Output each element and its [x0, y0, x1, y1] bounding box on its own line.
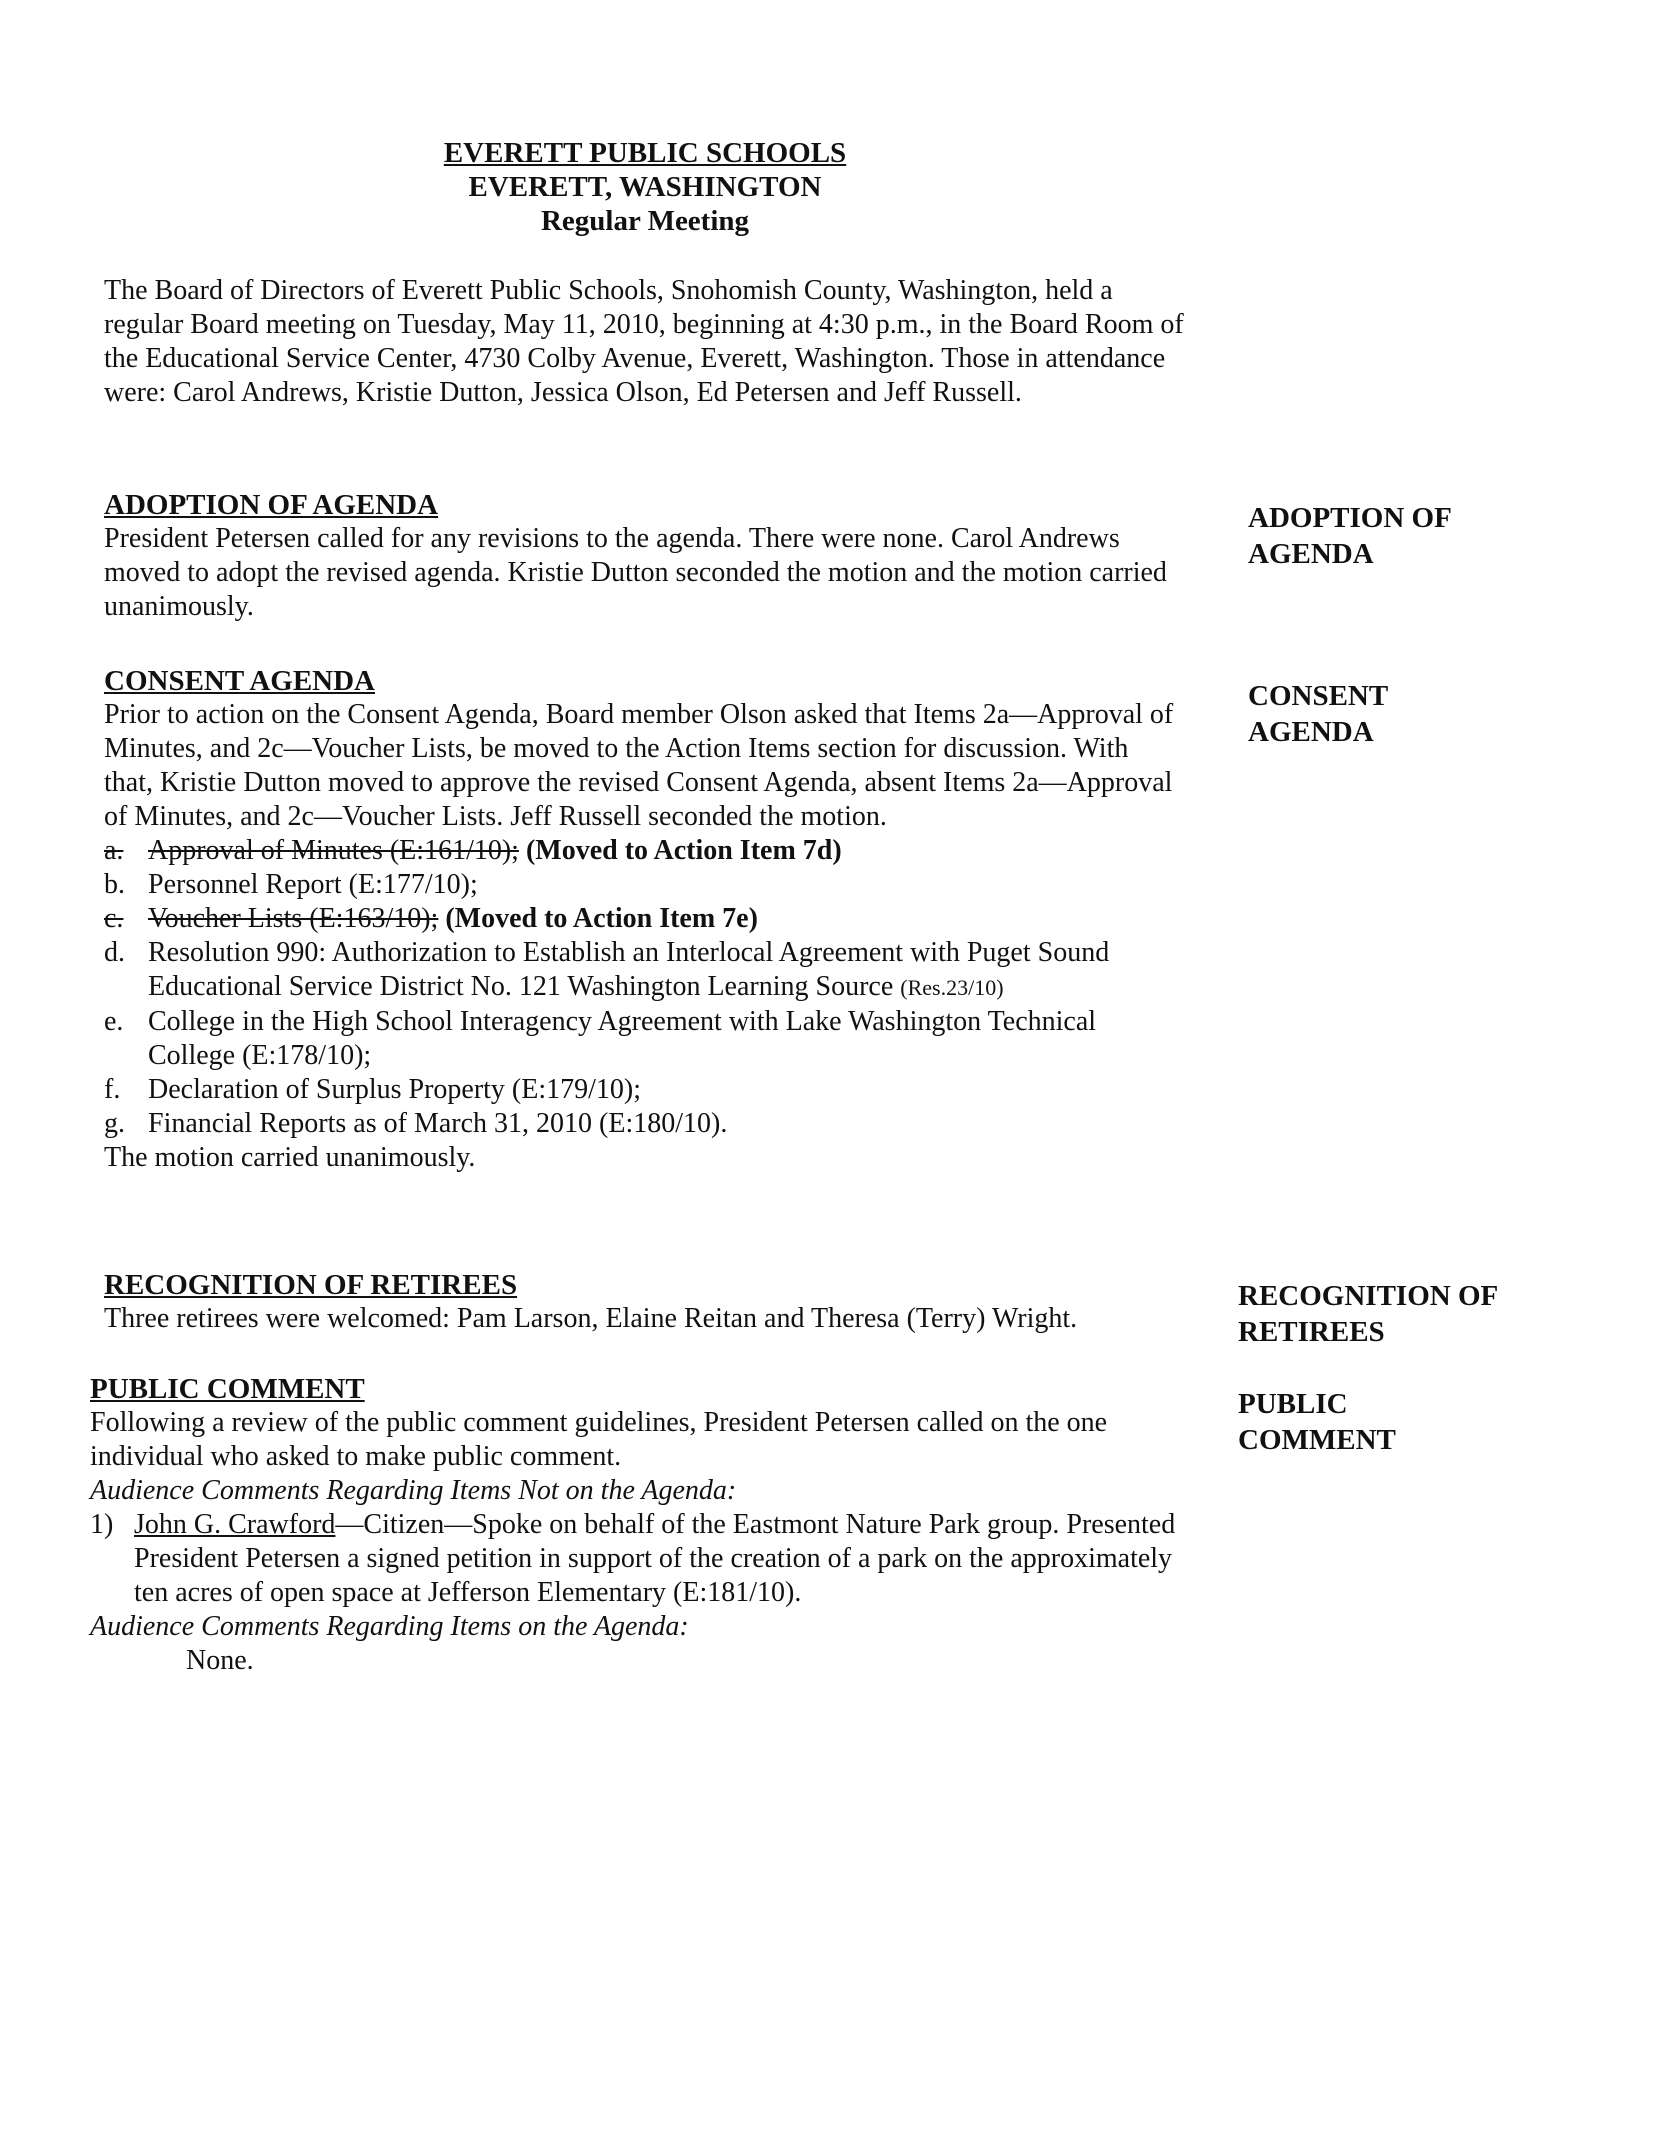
consent-item-b — [104, 868, 1184, 902]
item-1-mark: 1) — [90, 1509, 114, 1540]
consent-margin-line1: CONSENT — [1248, 680, 1389, 712]
public-comment-heading: PUBLIC COMMENT — [90, 1373, 365, 1405]
item-d-mark: d. — [104, 937, 125, 968]
adoption-section — [104, 488, 1184, 624]
retirees-section — [104, 1268, 1184, 1336]
adoption-body: President Petersen called for any revisions to the agenda. There were none. Carol Andrews moved to adopt the revised agenda. Kristie Dutton seconded the motion and the motion carried unanimously. — [104, 523, 1167, 622]
public-comment-none: None. — [186, 1645, 254, 1676]
item-a-mark: a. — [104, 835, 124, 866]
consent-margin-line2: AGENDA — [1248, 716, 1374, 748]
item-g-mark: g. — [104, 1108, 125, 1139]
item-g-text: Financial Reports as of March 31, 2010 (E:180/10). — [148, 1108, 728, 1139]
public-comment-sub2: Audience Comments Regarding Items on the Agenda: — [90, 1611, 689, 1642]
district-location: EVERETT, WASHINGTON — [468, 171, 822, 203]
public-comment-body: Following a review of the public comment guidelines, President Petersen called on the one individual who asked to make public comment. — [90, 1407, 1108, 1472]
adoption-margin-line1: ADOPTION OF — [1248, 502, 1452, 534]
item-b-mark: b. — [104, 869, 125, 900]
public-comment-item-1 — [90, 1508, 1190, 1610]
item-f-mark: f. — [104, 1074, 121, 1105]
item-c-mark: c. — [104, 903, 124, 934]
retirees-heading: RECOGNITION OF RETIREES — [104, 1269, 518, 1301]
intro-paragraph: The Board of Directors of Everett Public Schools, Snohomish County, Washington, held a regular Board meeting on Tuesday, May 11, 2010, beginning at 4:30 p.m., in the Board Room of the Educational Service Center, 4730 Colby Avenue, Everett, Washington. Those in attendance were: Carol Andrews, Kristie Dutton, Jessica Olson, Ed Petersen and Jeff Russell. — [104, 275, 1184, 408]
retirees-margin-line2: RETIREES — [1238, 1316, 1385, 1348]
item-e-text: College in the High School Interagency Agreement with Lake Washington Technical College (E:178/10); — [148, 1006, 1097, 1071]
adoption-heading: ADOPTION OF AGENDA — [104, 489, 439, 521]
retirees-margin-line1: RECOGNITION OF — [1238, 1280, 1499, 1312]
item-b-text: Personnel Report (E:177/10); — [148, 869, 478, 900]
meeting-type: Regular Meeting — [540, 205, 750, 237]
public-comment-margin-label — [1238, 1386, 1538, 1458]
public-comment-margin-line2: COMMENT — [1238, 1424, 1396, 1456]
consent-item-a — [104, 834, 1184, 868]
consent-body: Prior to action on the Consent Agenda, Board member Olson asked that Items 2a—Approval of Minutes, and 2c—Voucher Lists, be moved to the Action Items section for discussion. With that, Kristie Dutton moved to approve the revised Consent Agenda, absent Items 2a—Approval of Minutes, and 2c—Voucher Lists. Jeff Russell seconded the motion. — [104, 699, 1174, 832]
consent-item-c — [104, 902, 1184, 936]
public-comment-section — [90, 1372, 1190, 1678]
item-d-text: Resolution 990: Authorization to Establish an Interlocal Agreement with Puget Sound Educational Service District No. 121 Washington Learning Source — [148, 937, 1110, 1002]
consent-section — [104, 664, 1184, 1175]
adoption-margin-label — [1248, 500, 1548, 572]
item-1-text: —Citizen—Spoke on behalf of the Eastmont Nature Park group. Presented President Petersen a signed petition in support of the creation of a park on the approximately ten acres of open space at Jefferson Elementary (E:181/10). — [134, 1509, 1176, 1608]
item-d-ref: (Res.23/10) — [900, 975, 1004, 1000]
commenter-name: John G. Crawford — [134, 1509, 336, 1540]
item-e-mark: e. — [104, 1006, 124, 1037]
district-name: EVERETT PUBLIC SCHOOLS — [443, 137, 847, 169]
consent-heading: CONSENT AGENDA — [104, 665, 375, 697]
item-f-text: Declaration of Surplus Property (E:179/10); — [148, 1074, 642, 1105]
consent-item-f — [104, 1073, 1184, 1107]
public-comment-sub1: Audience Comments Regarding Items Not on the Agenda: — [90, 1475, 737, 1506]
consent-item-e — [104, 1005, 1184, 1073]
retirees-body: Three retirees were welcomed: Pam Larson, Elaine Reitan and Theresa (Terry) Wright. — [104, 1303, 1078, 1334]
public-comment-margin-line1: PUBLIC — [1238, 1388, 1348, 1420]
consent-item-d — [104, 936, 1184, 1005]
item-a-struck-text: Approval of Minutes (E:161/10); — [148, 835, 519, 866]
retirees-margin-label — [1238, 1278, 1538, 1350]
consent-closing: The motion carried unanimously. — [104, 1142, 476, 1173]
consent-margin-label — [1248, 678, 1548, 750]
item-c-struck-text: Voucher Lists (E:163/10); — [148, 903, 439, 934]
document-header — [0, 136, 1290, 238]
item-c-note: (Moved to Action Item 7e) — [445, 903, 758, 934]
item-a-note: (Moved to Action Item 7d) — [525, 835, 842, 866]
consent-item-g — [104, 1107, 1184, 1141]
adoption-margin-line2: AGENDA — [1248, 538, 1374, 570]
